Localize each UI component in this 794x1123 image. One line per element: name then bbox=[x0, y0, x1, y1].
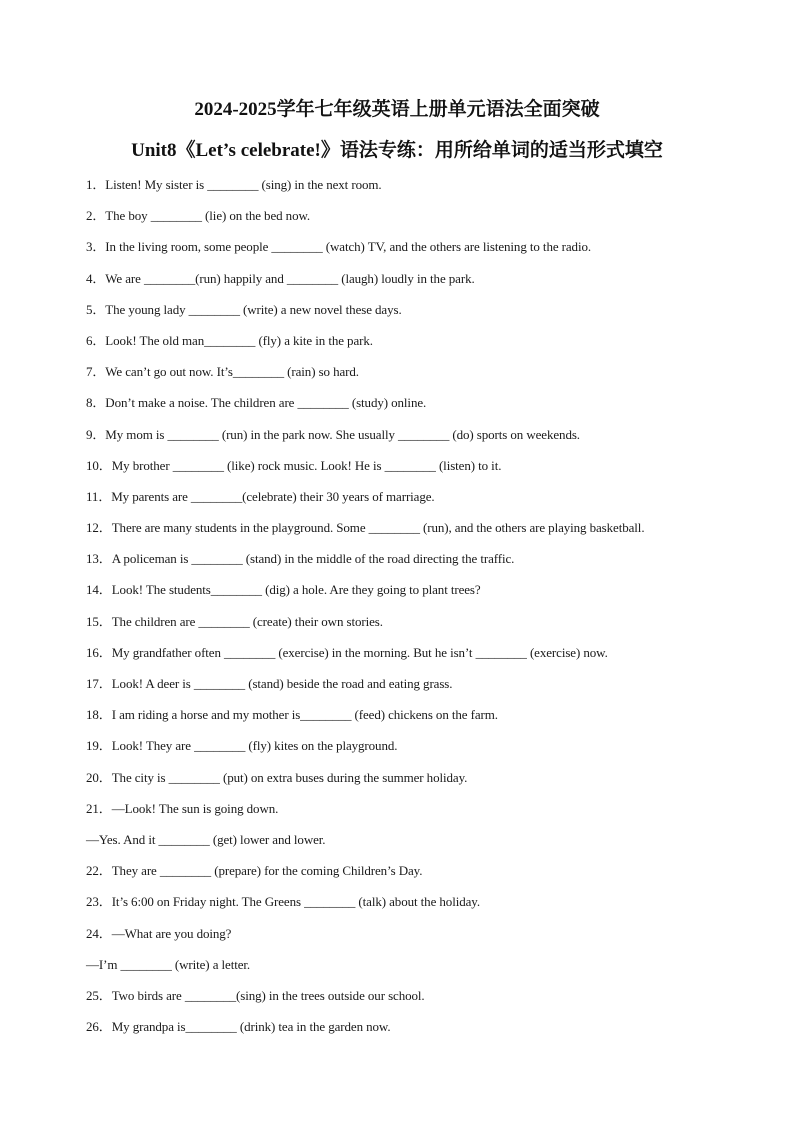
question-line: 20．The city is ________ (put) on extra buses during the summer holiday. bbox=[86, 769, 468, 785]
document-title: 2024-2025学年七年级英语上册单元语法全面突破 bbox=[194, 99, 600, 120]
question-line: 18．I am riding a horse and my mother is________ (feed) chickens on the farm. bbox=[86, 707, 498, 723]
question-line: 12．There are many students in the playground. Some ________ (run), and the others are playing basketball. bbox=[86, 520, 645, 536]
answer-line: —Yes. And it ________ (get) lower and lower. bbox=[86, 831, 326, 847]
question-line: 17．Look! A deer is ________ (stand) beside the road and eating grass. bbox=[86, 676, 453, 691]
question-line: 26．My grandpa is________ (drink) tea in the garden now. bbox=[86, 1019, 391, 1035]
question-line: 2．The boy ________ (lie) on the bed now. bbox=[86, 208, 311, 224]
question-line: 4．We are ________(run) happily and ________ (laugh) loudly in the park. bbox=[86, 270, 475, 286]
question-line: 25．Two birds are ________(sing) in the trees outside our school. bbox=[86, 987, 425, 1003]
question-line: 10．My brother ________ (like) rock music. Look! He is ________ (listen) to it. bbox=[86, 457, 502, 473]
question-line: 6．Look! The old man________ (fly) a kite in the park. bbox=[86, 332, 373, 348]
question-line: 23．It’s 6:00 on Friday night. The Greens ________ (talk) about the holiday. bbox=[86, 894, 480, 910]
question-line: 24．—What are you doing? bbox=[86, 925, 232, 941]
question-line: 1．Listen! My sister is ________ (sing) in the next room. bbox=[86, 177, 382, 192]
question-list bbox=[86, 176, 746, 1049]
question-line: 14．Look! The students________ (dig) a hole. Are they going to plant trees? bbox=[86, 582, 481, 598]
answer-line: —I’m ________ (write) a letter. bbox=[86, 956, 251, 972]
question-line: 3．In the living room, some people ________ (watch) TV, and the others are listening to the radio. bbox=[86, 239, 592, 255]
question-line: 13．A policeman is ________ (stand) in the middle of the road directing the traffic. bbox=[86, 551, 515, 567]
question-line: 8．Don’t make a noise. The children are ________ (study) online. bbox=[86, 395, 427, 411]
question-line: 19．Look! They are ________ (fly) kites on the playground. bbox=[86, 738, 398, 754]
question-line: 7．We can’t go out now. It’s________ (rain) so hard. bbox=[86, 364, 359, 380]
question-line: 5．The young lady ________ (write) a new novel these days. bbox=[86, 301, 402, 317]
question-line: 21．—Look! The sun is going down. bbox=[86, 800, 279, 816]
question-line: 11．My parents are ________(celebrate) their 30 years of marriage. bbox=[86, 488, 435, 504]
question-line: 15．The children are ________ (create) their own stories. bbox=[86, 613, 383, 629]
document-subtitle: Unit8《Let’s celebrate!》语法专练：用所给单词的适当形式填空 bbox=[131, 140, 663, 161]
question-line: 9．My mom is ________ (run) in the park now. She usually ________ (do) sports on weekends. bbox=[86, 426, 580, 442]
question-line: 16．My grandfather often ________ (exercise) in the morning. But he isn’t ________ (exercise) now. bbox=[86, 644, 608, 660]
question-line: 22．They are ________ (prepare) for the coming Children’s Day. bbox=[86, 863, 423, 879]
